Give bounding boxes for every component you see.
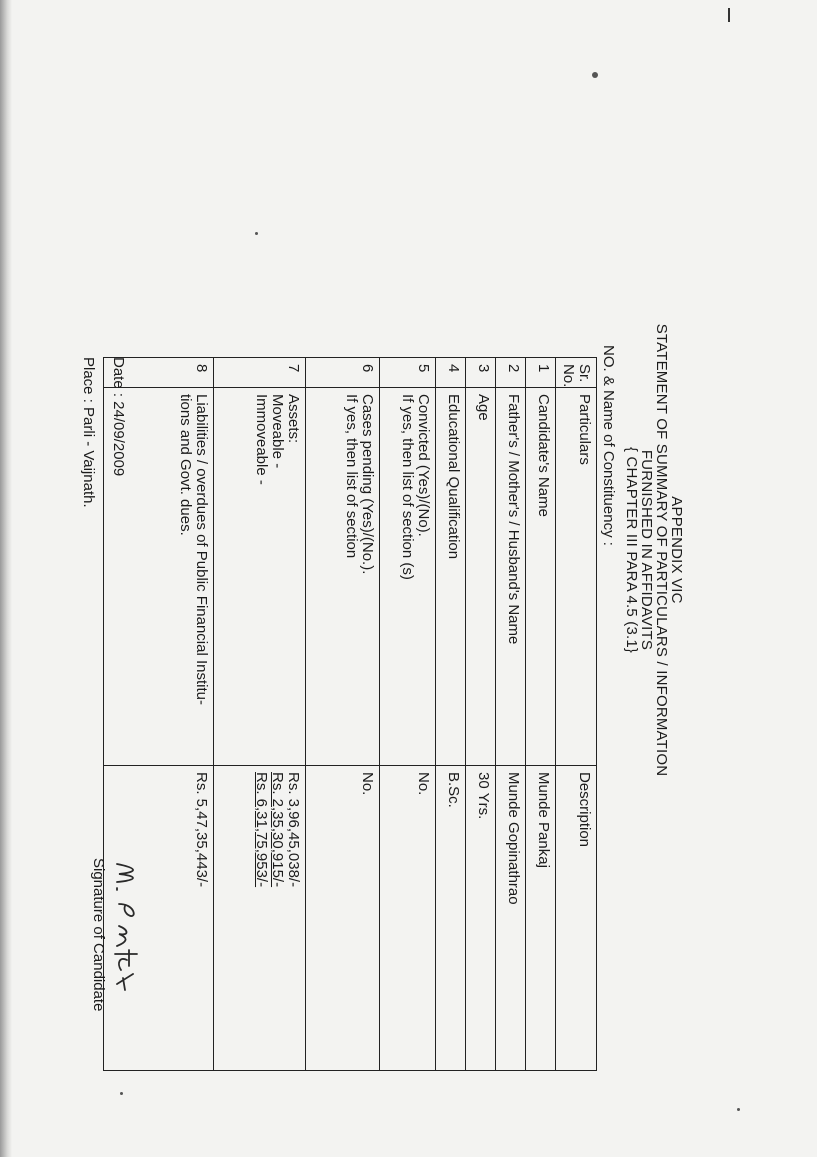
header-particulars: Particulars [556,388,597,766]
row-description: Munde Pankaj [526,766,556,1071]
row-number: 5 [380,358,436,388]
signature-label: Signature of Candidate [90,858,107,1012]
row-number: 6 [306,358,380,388]
row-particulars [214,388,306,766]
particulars-line: Liabilities / overdues of Public Financial Institu- [193,394,210,705]
moveable-assets-amount: Rs. 3,96,45,038/- [285,772,302,888]
row-number: 1 [526,358,556,388]
row-number: 8 [104,358,214,388]
row-description: Munde Gopinathrao [496,766,526,1071]
chapter-reference: { CHAPTER III PARA 4.5 (3.1} [623,446,640,654]
particulars-line: Immoveable - [253,394,270,485]
particulars-line: Convicted (Yes)/(No). [415,394,432,537]
document-title-block [624,0,684,1100]
header-description: Description [556,766,597,1071]
place-line: Place : Parli - Vaijnath. [80,357,97,508]
particulars-line: Cases pending (Yes)/(No.). [359,394,376,575]
constituency-label: NO. & Name of Constituency : [600,345,617,546]
row-particulars: Father's / Mother's / Husband's Name [496,388,526,766]
particulars-line: tions and Govt. dues. [177,394,194,536]
row-particulars: Candidate's Name [526,388,556,766]
particulars-line: Assets: [285,394,302,444]
table-row [496,358,526,1071]
row-description: No. [380,766,436,1071]
table-row [436,358,466,1071]
row-description: B.Sc. [436,766,466,1071]
row-particulars [306,388,380,766]
date-line: Date : 24/09/2009 [110,357,127,477]
total-assets-amount: Rs. 6,31,75,953/- [253,772,270,888]
header-sr-no: Sr. No. [556,358,597,388]
row-description: 30 Yrs. [466,766,496,1071]
affidavit-subtitle: FURNISHED IN AFFIDAVITS [638,449,655,651]
row-number: 2 [496,358,526,388]
particulars-table [103,357,597,1071]
appendix-title: APPENDIX VIC [668,496,685,604]
table-row [466,358,496,1071]
particulars-line: If yes, then list of section [343,394,360,559]
table-row [526,358,556,1071]
row-description: Rs. 5,47,35,443/- [104,766,214,1071]
row-number: 3 [466,358,496,388]
row-description: No. [306,766,380,1071]
row-particulars [380,388,436,766]
particulars-line: If yes, then list of section (s) [399,394,416,580]
row-description [214,766,306,1071]
table-row [306,358,380,1071]
statement-title: STATEMENT OF SUMMARY OF PARTICULARS / INFORMATION [653,323,670,777]
row-particulars: Educational Qualification [436,388,466,766]
handwritten-signature [107,860,147,1010]
table-header-row [556,358,597,1071]
row-particulars: Age [466,388,496,766]
table-row [380,358,436,1071]
particulars-line: Moveable - [269,394,286,469]
row-number: 4 [436,358,466,388]
immoveable-assets-amount: Rs. 2,35,30,915/- [269,772,286,888]
table-row [214,358,306,1071]
row-number: 7 [214,358,306,388]
